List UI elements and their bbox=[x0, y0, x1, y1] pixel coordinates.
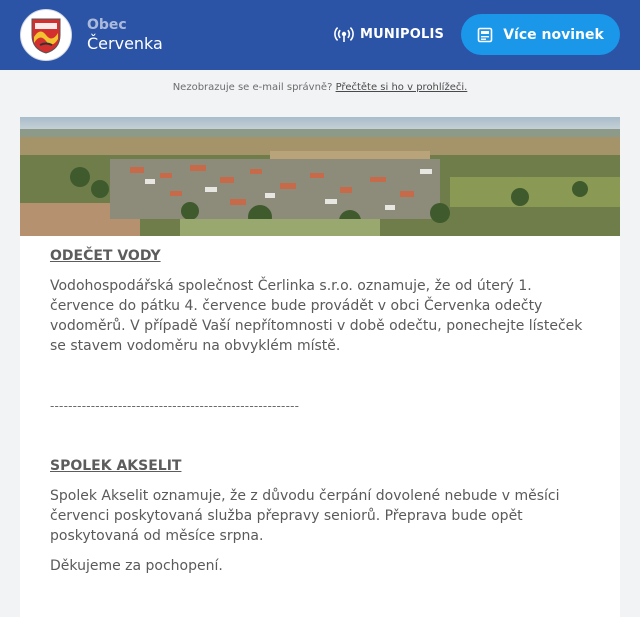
municipal-coat-of-arms-icon[interactable] bbox=[20, 9, 72, 61]
title-small: Obec bbox=[87, 17, 127, 33]
article-paragraph-thanks: Děkujeme za pochopení. bbox=[50, 558, 223, 574]
article-heading-akselit: SPOLEK AKSELIT bbox=[50, 458, 182, 474]
notice-text: Nezobrazuje se e-mail správně? bbox=[172, 82, 333, 93]
munipolis-brand[interactable] bbox=[334, 24, 444, 44]
munipolis-label: MUNIPOLIS bbox=[360, 26, 445, 42]
newsletter-card bbox=[20, 117, 620, 617]
section-divider: ------------------------------------------------------- bbox=[50, 399, 300, 413]
more-news-button[interactable] bbox=[461, 14, 620, 55]
title-main: Červenka bbox=[87, 33, 163, 53]
article-heading-water: ODEČET VODY bbox=[50, 248, 161, 264]
village-aerial-photo bbox=[20, 117, 620, 236]
newspaper-icon bbox=[477, 27, 493, 43]
view-in-browser-link[interactable]: Přečtěte si ho v prohlížeči. bbox=[335, 82, 468, 93]
browser-view-notice bbox=[0, 70, 640, 105]
article-paragraph-water: Vodohospodářská společnost Čerlinka s.r.o. oznamuje, že od úterý 1. července do pátku 4. července bude provádět v obci Červenka odečty vodoměrů. V případě Vaší nepřítomnosti v době odečtu, ponechejte lísteček se stavem vodoměru na obvyklém místě. bbox=[50, 278, 583, 354]
municipality-name bbox=[87, 17, 163, 53]
email-header bbox=[0, 0, 640, 70]
newsletter-content bbox=[20, 236, 620, 576]
article-paragraph-akselit: Spolek Akselit oznamuje, že z důvodu čerpání dovolené nebude v měsíci červenci poskytovaná služba přepravy seniorů. Přeprava bude opět poskytovaná od měsíce srpna. bbox=[50, 488, 560, 544]
more-news-label: Více novinek bbox=[503, 26, 604, 43]
broadcast-icon bbox=[334, 24, 354, 44]
